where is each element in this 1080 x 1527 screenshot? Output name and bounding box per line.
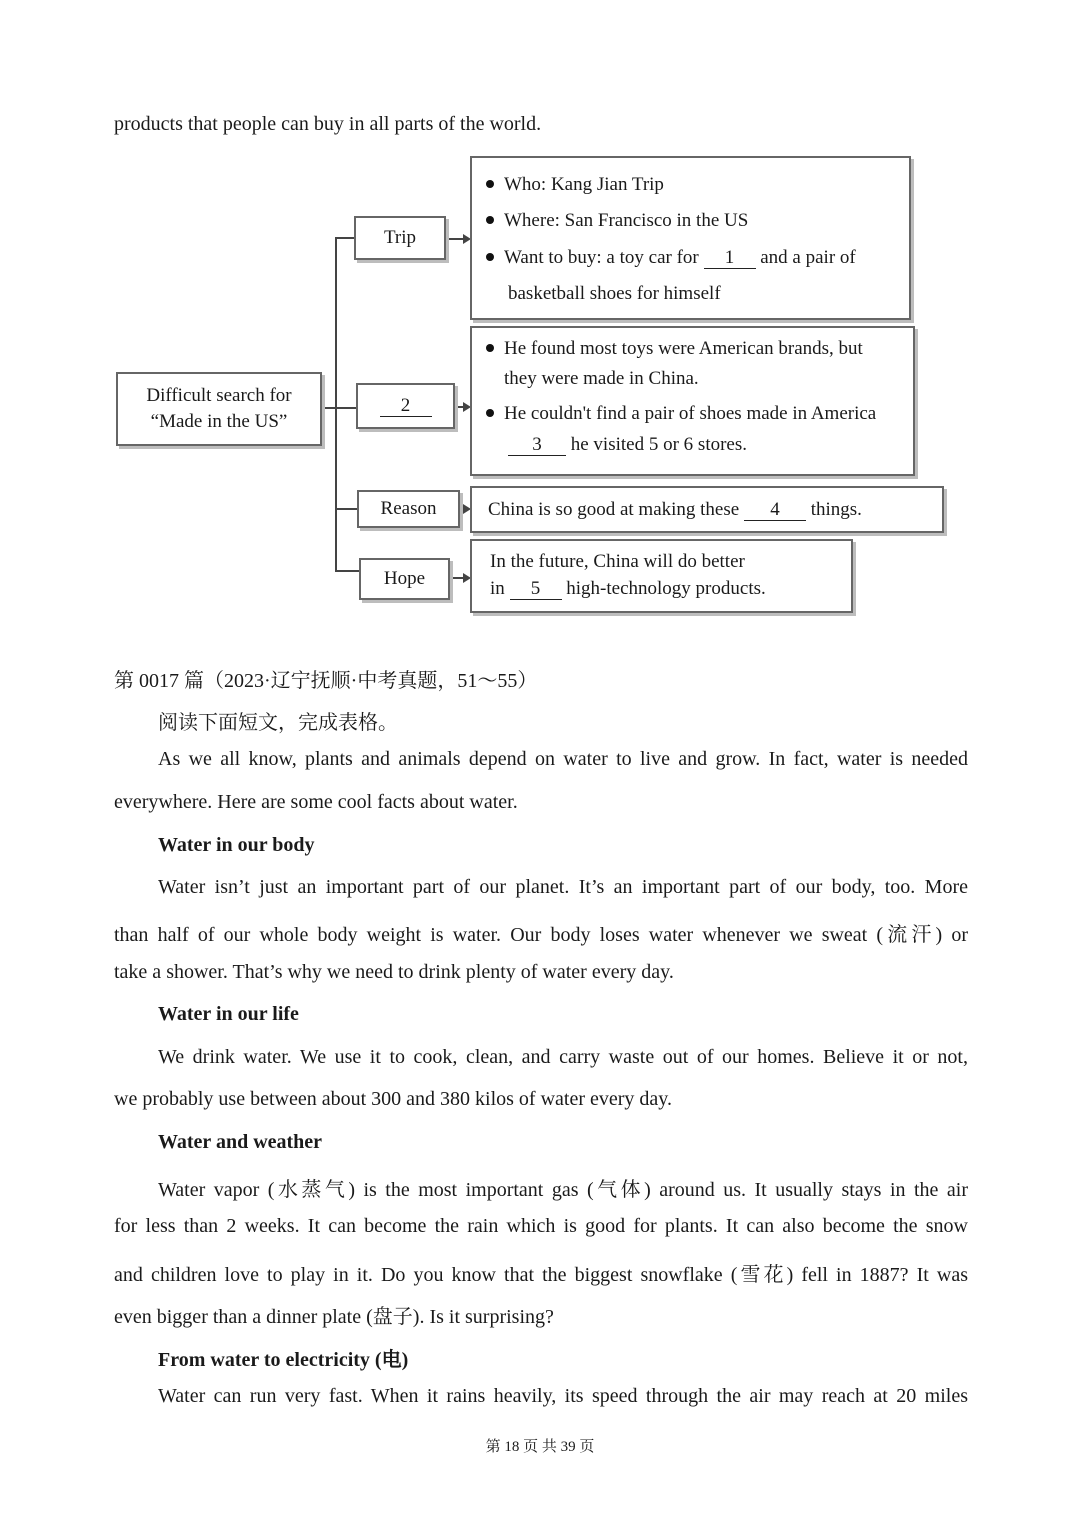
- bullet-icon: [486, 344, 494, 352]
- para2-line1: Water isn’t just an important part of our planet. It’s an important part of our body, too. More: [158, 876, 968, 898]
- trip-details: [470, 156, 911, 320]
- blank-5: 5: [510, 579, 562, 600]
- root-node: [116, 372, 322, 446]
- blank2-bullet2: He couldn't find a pair of shoes made in America: [486, 403, 876, 425]
- reason-text: China is so good at making these 4 things.: [488, 499, 862, 520]
- hope-arrow-line: [450, 577, 464, 579]
- blank2-node: [356, 383, 455, 429]
- root-line1: Difficult search for: [146, 385, 292, 406]
- trip-want: Want to buy: a toy car for 1 and a pair of: [486, 247, 856, 269]
- para4-line3: and children love to play in it. Do you know that the biggest snowflake (雪花) fell in 1887? It was: [114, 1264, 968, 1286]
- heading-weather: Water and weather: [158, 1131, 323, 1153]
- blank2-details: [470, 326, 915, 476]
- blank-4: 4: [744, 500, 806, 521]
- para2-line3: take a shower. That’s why we need to drink plenty of water every day.: [114, 961, 674, 983]
- reason-label: Reason: [380, 498, 437, 519]
- bullet-icon: [486, 409, 494, 417]
- trip-branch: [335, 237, 355, 239]
- trunk-line: [335, 237, 337, 571]
- para5-line1: Water can run very fast. When it rains heavily, its speed through the air may reach at 20 miles: [158, 1385, 968, 1407]
- bullet-icon: [486, 253, 494, 261]
- para3-line1: We drink water. We use it to cook, clean, and carry waste out of our homes. Believe it or not,: [158, 1046, 968, 1068]
- blank2-bullet1-cont: they were made in China.: [504, 368, 699, 389]
- heading-life: Water in our life: [158, 1003, 299, 1025]
- para4-line1: Water vapor (水蒸气) is the most important gas (气体) around us. It usually stays in the air: [158, 1179, 968, 1201]
- para3-line2: we probably use between about 300 and 380 kilos of water every day.: [114, 1088, 672, 1110]
- blank-1: 1: [704, 248, 756, 269]
- trip-who: Who: Kang Jian Trip: [486, 174, 664, 196]
- blank2-label: 2: [380, 396, 432, 417]
- instruction: 阅读下面短文，完成表格。: [158, 712, 398, 734]
- bullet-icon: [486, 180, 494, 188]
- trip-where: Where: San Francisco in the US: [486, 210, 748, 232]
- trip-node: [354, 216, 446, 260]
- hope-line1: In the future, China will do better: [490, 551, 745, 572]
- para2-line2: than half of our whole body weight is water. Our body loses water whenever we sweat (流汗) or: [114, 924, 968, 946]
- para1-line1: As we all know, plants and animals depend on water to live and grow. In fact, water is needed: [158, 748, 968, 770]
- mind-map-diagram: [0, 0, 1080, 640]
- hope-details: [470, 539, 853, 613]
- hope-node: [359, 558, 450, 600]
- root-line2: “Made in the US”: [150, 411, 288, 432]
- reason-branch: [335, 508, 359, 510]
- hope-branch: [335, 570, 361, 572]
- section-title: 第 0017 篇（2023·辽宁抚顺·中考真题，51～55）: [114, 670, 538, 692]
- hope-line2: in 5 high-technology products.: [490, 578, 766, 599]
- intro-line: products that people can buy in all parts of the world.: [114, 113, 542, 135]
- hope-label: Hope: [383, 568, 426, 589]
- para4-line2: for less than 2 weeks. It can become the rain which is good for plants. It can also become the snow: [114, 1215, 968, 1237]
- para4-line4: even bigger than a dinner plate (盘子). Is it surprising?: [114, 1306, 554, 1328]
- reason-node: [357, 490, 460, 528]
- blank2-bullet2-cont: 3 he visited 5 or 6 stores.: [508, 434, 747, 456]
- trip-want-cont: basketball shoes for himself: [508, 283, 721, 304]
- blank2-bullet1: He found most toys were American brands, but: [486, 338, 863, 360]
- reason-details: [470, 486, 944, 533]
- para1-line2: everywhere. Here are some cool facts about water.: [114, 791, 518, 813]
- trip-label: Trip: [383, 227, 417, 248]
- blank2-branch: [335, 407, 357, 409]
- page-footer: 第 18 页 共 39 页: [485, 1439, 595, 1455]
- heading-electricity: From water to electricity (电): [158, 1349, 409, 1371]
- heading-body: Water in our body: [158, 834, 315, 856]
- bullet-icon: [486, 216, 494, 224]
- blank-3: 3: [508, 435, 566, 456]
- trip-arrow-line: [446, 238, 464, 240]
